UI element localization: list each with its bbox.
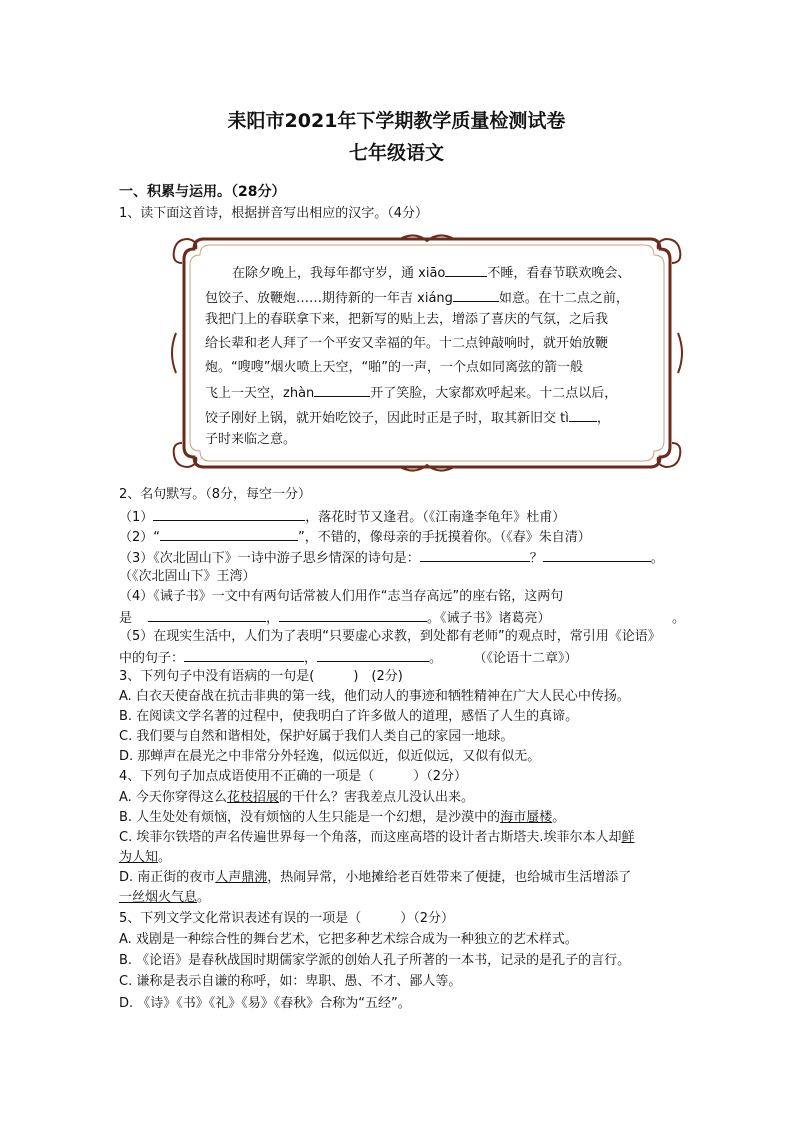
poem-line-7 [205,408,610,428]
item-text: 是 [119,611,133,626]
answer-blank[interactable] [153,507,305,521]
question-2-prompt: 2、名句默写。（8分，每空一分） [119,487,312,502]
marked-idiom: 为人知 [119,850,159,865]
poem-text: 包饺子、放鞭炮……期待新的一年吉 xiáng [205,291,453,306]
poem-text: 如意。在十二点之前， [498,291,629,306]
question-3-option-d[interactable]: D. 那蝉声在晨光之中非常分外轻逸，似远似近，似近似远，又似有似无。 [119,749,541,764]
question-2-item-1 [119,507,565,527]
option-text: 。 [552,810,566,825]
exam-title: 耒阳市2021年下学期教学质量检测试卷 [227,110,566,132]
poem-line-3: 我把门上的春联拿下来，把新写的贴上去，增添了喜庆的气氛，之后我 [205,312,609,327]
item-text: 。《诫子书》诸葛亮） [427,611,545,626]
poem-line-1 [232,263,630,283]
poem-line-4: 给长辈和老人拜了一个平安又幸福的年。十二点钟敲响时，就开始放鞭 [205,336,609,351]
item-text: ，落花时节又逢君。（《江南逢李龟年》杜甫） [305,510,566,525]
answer-blank[interactable] [317,648,429,662]
marked-idiom: 人声鼎沸 [215,870,268,885]
question-1-prompt: 1、读下面这首诗，根据拼音写出相应的汉字。（4分） [119,206,429,221]
item-text: 。 [672,611,686,626]
option-text: ，热闹异常，小地摊给老百姓带来了便捷，也给城市生活增添了 [267,870,632,885]
poem-line-8: 子时来临之意。 [205,432,297,447]
item-text: 。 [429,651,443,666]
option-text: 。 [197,890,211,905]
item-text: 。 [650,551,664,566]
poem-text: 在除夕晚上，我每年都守岁，通 xiāo [232,266,446,281]
question-3-option-a[interactable]: A. 白衣天使奋战在抗击非典的第一线，他们动人的事迹和牺牲精神在广大人民心中传扬。 [119,689,630,704]
option-text: A. 今天你穿得这么 [119,790,227,805]
answer-blank[interactable] [453,288,499,302]
question-4-option-c-cont [119,849,171,867]
question-4-option-c[interactable] [119,829,635,847]
question-5-prompt: 5、下列文学文化常识表述有误的一项是（ ）（2分） [119,911,455,926]
answer-blank[interactable] [569,408,597,422]
poem-line-6 [205,383,617,403]
answer-blank[interactable] [543,548,651,562]
exam-subtitle: 七年级语文 [348,142,444,164]
option-text: 。 [158,850,172,865]
answer-blank[interactable] [314,383,370,397]
option-text: C. 埃菲尔铁塔的声名传遍世界每一个角落，而这座高塔的设计者古斯塔夫.埃菲尔本人却 [119,830,622,845]
question-3-option-b[interactable]: B. 在阅读文学名著的过程中，使我明白了许多做人的道理，感悟了人生的真谛。 [119,709,579,724]
marked-idiom: 鲜 [621,830,635,845]
item-text: （3）《次北固山下》一诗中游子思乡情深的诗句是： [119,551,420,566]
question-2-item-5: （5）在现实生活中，人们为了表明“只要虚心求教，到处都有老师”的观点时，常引用《论语》 [119,629,661,644]
question-4-option-b[interactable] [119,809,565,827]
answer-blank[interactable] [445,263,487,277]
question-3-prompt: 3、下列句子中没有语病的一句是( ) (2分) [119,669,403,684]
option-text: 的干什么？害我差点儿没认出来。 [278,790,474,805]
item-text: ”，不错的，像母亲的手抚摸着你。（《春》朱自清） [298,530,591,545]
item-text: ， [304,651,318,666]
poem-text: 开了笑脸，大家都欢呼起来。十二点以后， [370,386,618,401]
poem-text: 不睡，看春节联欢晚会、 [487,266,631,281]
answer-blank[interactable] [148,608,266,622]
question-5-option-b[interactable]: B. 《论语》是春秋战国时期儒家学派的创始人孔子所著的一本书，记录的是孔子的言行。 [119,953,631,968]
marked-idiom: 花枝招展 [226,790,279,805]
option-text: B. 人生处处有烦恼，没有烦恼的人生只能是一个幻想，是沙漠中的 [119,810,501,825]
question-2-item-3 [119,548,664,568]
question-4-prompt: 4、下列句子加点成语使用不正确的一项是（ ）（2分） [119,769,468,784]
option-text: D. 南正街的夜市 [119,870,216,885]
marked-idiom: 海市蜃楼 [500,810,553,825]
item-text: （2）“ [119,530,161,545]
question-3-option-c[interactable]: C. 我们要与自然和谐相处，保护好属于我们人类自己的家园一地球。 [119,729,514,744]
question-5-option-d[interactable]: D. 《诗》《书》《礼》《易》《春秋》合称为“五经”。 [119,996,411,1011]
poem-line-2 [205,288,629,308]
question-2-item-3-source: （《次北固山下》王湾） [119,569,256,584]
poem-line-5: 炮。“嗖嗖”烟火喷上天空，“啪”的一声，一个点如同离弦的箭一般 [205,360,583,375]
question-4-option-d-cont [119,889,210,907]
item-text: ？ [529,551,543,566]
question-2-item-5-answer [119,648,578,668]
item-text: 中的句子： [119,651,185,666]
underlined-text: 一丝烟火气息 [119,890,198,905]
answer-blank[interactable] [160,527,298,541]
item-text: （《论语十二章》） [480,651,578,666]
item-text: （1） [119,510,154,525]
poem-text: ， [596,411,610,426]
section-heading: 一、积累与运用。（28分） [119,184,286,200]
question-4-option-d[interactable] [119,869,631,887]
question-2-item-4: （4）《诫子书》一文中有两句话常被人们用作“志当存高远”的座右铭，这两句 [119,589,564,604]
question-4-option-a[interactable] [119,789,474,807]
question-5-option-a[interactable]: A. 戏剧是一种综合性的舞台艺术，它把多种艺术综合成为一种独立的艺术样式。 [119,932,578,947]
answer-blank[interactable] [420,548,530,562]
poem-text: 饺子刚好上锅，就开始吃饺子，因此时正是子时，取其新旧交 tì [205,411,569,426]
question-2-item-2 [119,527,591,547]
question-5-option-c[interactable]: C. 谦称是表示自谦的称呼，如：卑职、愚、不才、鄙人等。 [119,974,462,989]
question-2-item-4-answer [119,608,685,628]
poem-text: 飞上一天空，zhàn [205,386,315,401]
item-text: ， [266,611,280,626]
answer-blank[interactable] [184,648,304,662]
answer-blank[interactable] [279,608,427,622]
